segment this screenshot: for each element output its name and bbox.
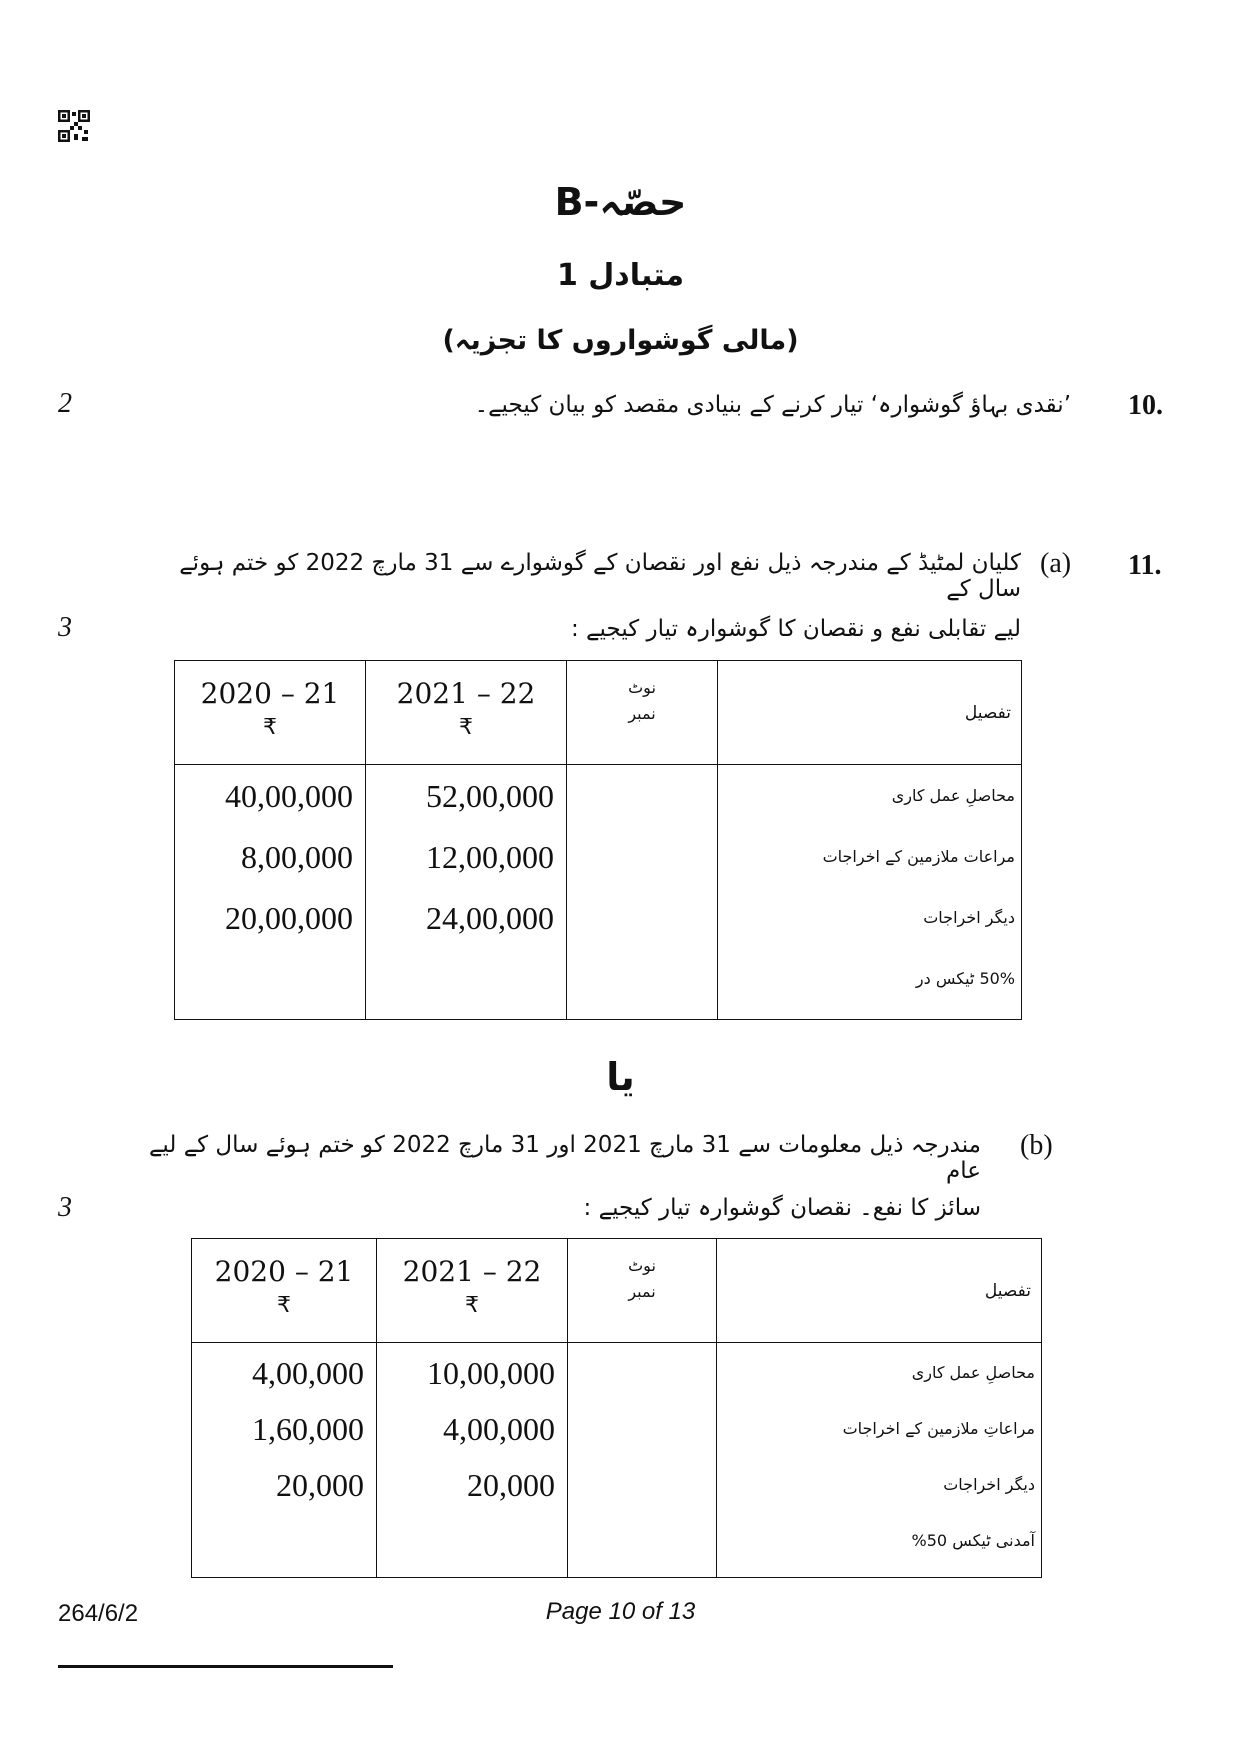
header-details: تفصیل: [718, 661, 1022, 765]
table-cell: 52,00,000: [426, 778, 554, 814]
table-row-label: دیگر اخراجات: [943, 1475, 1035, 1494]
header-details: تفصیل: [717, 1239, 1042, 1343]
table-row-label: محاصلِ عمل کاری: [891, 786, 1015, 805]
page-number: Page 10 of 13: [545, 1598, 696, 1625]
q10-marks: 2: [58, 388, 72, 419]
column-2021-22-values: [377, 1343, 568, 1578]
header-note-no: نوٹ نمبر: [568, 1239, 717, 1343]
table-cell: 4,00,000: [252, 1355, 364, 1391]
table-cell: 8,00,000: [241, 839, 353, 875]
q11a-marks: 3: [58, 612, 72, 643]
column-details: [717, 1343, 1042, 1578]
table-cell: [377, 1521, 555, 1577]
table-row-label: 50% ٹیکس در: [915, 969, 1015, 988]
q10-text: ’نقدی بہاؤ گوشوارہ‘ تیار کرنے کے بنیادی مقصد کو بیان کیجیے۔: [474, 392, 1071, 418]
table-cell: 10,00,000: [427, 1355, 555, 1391]
column-2020-21-values: [192, 1343, 377, 1578]
paper-code: 264/6/2: [58, 1600, 139, 1627]
header-note-no: نوٹ نمبر: [567, 661, 718, 765]
footer-divider: [58, 1665, 393, 1668]
table-row-label: آمدنی ٹیکس 50%: [911, 1531, 1035, 1550]
header-year-2021-22: 2021 – 22 ₹: [377, 1239, 568, 1343]
table-cell: 20,00,000: [225, 900, 353, 936]
q11b-label: (b): [1020, 1130, 1053, 1161]
table-row-label: دیگر اخراجات: [923, 908, 1015, 927]
q10-number: 10.: [1128, 390, 1163, 421]
alternative-title: متبادل 1: [556, 258, 685, 293]
header-year-2020-21: 2020 – 21 ₹: [175, 661, 366, 765]
table-cell: 20,000: [276, 1467, 364, 1503]
table-cell: [192, 1521, 364, 1577]
q11a-line2: لیے تقابلی نفع و نقصان کا گوشوارہ تیار کیجیے :: [571, 616, 1021, 642]
table-cell: 12,00,000: [426, 839, 554, 875]
column-details: [718, 765, 1022, 1020]
table-cell: 24,00,000: [426, 900, 554, 936]
section-title: حصّہ-B: [554, 180, 687, 224]
q11a-line1: کلیان لمٹیڈ کے مندرجہ ذیل نفع اور نقصان کے گوشوارے سے 31 مارچ 2022 کو ختم ہوئے سال کے: [179, 550, 1021, 602]
table-cell: [366, 958, 554, 1019]
table-row-label: محاصلِ عمل کاری: [911, 1363, 1035, 1382]
column-2020-21-values: [175, 765, 366, 1020]
q11b-marks: 3: [58, 1192, 72, 1223]
table-row-label: مراعاتِ ملازمین کے اخراجات: [842, 1419, 1035, 1438]
table-cell: 20,000: [467, 1467, 555, 1503]
table-cell: 4,00,000: [443, 1411, 555, 1447]
header-year-2021-22: 2021 – 22 ₹: [366, 661, 567, 765]
column-note-values: [567, 765, 718, 1020]
table-cell: 1,60,000: [252, 1411, 364, 1447]
qr-code-icon: [58, 110, 90, 142]
q11a-label: (a): [1040, 548, 1072, 579]
column-2021-22-values: [366, 765, 567, 1020]
q11b-line2: سائز کا نفع۔ نقصان گوشوارہ تیار کیجیے :: [583, 1195, 981, 1221]
or-separator: یا: [606, 1055, 635, 1099]
section-subtitle: (مالی گوشواروں کا تجزیہ): [442, 325, 799, 356]
header-year-2020-21: 2020 – 21 ₹: [192, 1239, 377, 1343]
table-row-label: مراعات ملازمین کے اخراجات: [822, 847, 1015, 866]
common-size-pl-table: [191, 1238, 1042, 1578]
q11-number: 11.: [1128, 550, 1162, 581]
comparative-pl-table: [174, 660, 1022, 1020]
column-note-values: [568, 1343, 717, 1578]
table-cell: [175, 958, 353, 1019]
table-cell: 40,00,000: [225, 778, 353, 814]
q11b-line1: مندرجہ ذیل معلومات سے 31 مارچ 2021 اور 31 مارچ 2022 کو ختم ہوئے سال کے لیے عام: [148, 1132, 981, 1184]
